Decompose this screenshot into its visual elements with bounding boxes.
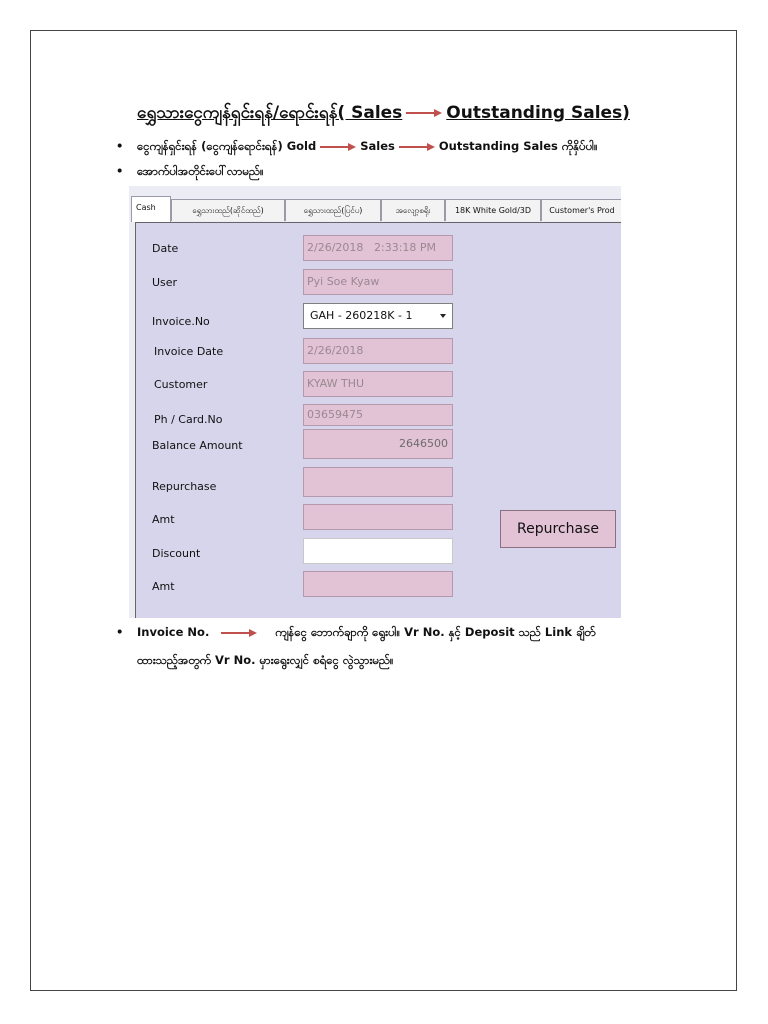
bullet-dot-icon: • (116, 139, 124, 153)
ph-card-label: Ph / Card.No (154, 413, 223, 426)
balance-label: Balance Amount (152, 439, 243, 452)
bullet-text: Sales (360, 139, 395, 153)
tab-cash[interactable]: Cash (131, 196, 171, 222)
repurchase-button[interactable]: Repurchase (500, 510, 616, 548)
invoice-date-label: Invoice Date (154, 345, 224, 358)
red-arrow-icon (406, 108, 442, 118)
bullet-text: Outstanding Sales ကိုနှိပ်ပါ။ (438, 139, 598, 153)
bullet-text-line2: ထားသည့်အတွက် Vr No. မှားရွေးလျှင် စရံငွေ လွဲသွားမည်။ (137, 653, 394, 667)
user-label: User (152, 276, 178, 289)
red-arrow-icon (399, 142, 435, 152)
heading-part1: ရွှေသားငွေကျန်ရှင်းရန်/ရောင်းရန်( Sales (137, 103, 403, 123)
red-arrow-icon (217, 628, 261, 638)
discount-field[interactable] (303, 538, 453, 564)
tab-white-gold[interactable]: 18K White Gold/3D (445, 199, 541, 221)
tab-gold-outside[interactable]: ရွှေသားထည်(ပြင်ပ) (285, 199, 381, 221)
ph-card-field: 03659475 (303, 404, 453, 426)
time-value: 2:33:18 PM (374, 241, 437, 254)
bullet-dot-icon: • (116, 164, 124, 178)
invoice-date-field: 2/26/2018 (303, 338, 453, 364)
amt-field[interactable] (303, 504, 453, 530)
bullet-text: ငွေကျန်ရှင်းရန် (ငွေကျန်ရောင်းရန်) Gold (137, 139, 317, 153)
red-arrow-icon (320, 142, 356, 152)
amt-field-2[interactable] (303, 571, 453, 597)
page-heading (137, 102, 630, 127)
bullet-text: အောက်ပါအတိုင်းပေါ်လာမည်။ (137, 164, 264, 178)
app-window (129, 186, 621, 618)
invoice-no-select[interactable] (303, 303, 453, 329)
balance-field: 2646500 (303, 429, 453, 459)
bullet-text: Invoice No. (137, 625, 210, 639)
discount-label: Discount (152, 547, 201, 560)
bullet-dot-icon: • (116, 625, 124, 639)
repurchase-label: Repurchase (152, 480, 217, 493)
user-field: Pyi Soe Kyaw (303, 269, 453, 295)
date-field (303, 235, 453, 261)
invoice-no-label: Invoice.No (152, 315, 210, 328)
heading-part2: Outstanding Sales) (446, 103, 630, 123)
chevron-down-icon[interactable] (440, 314, 446, 318)
tab-reduction[interactable]: အလျော့စရိုး (381, 199, 445, 221)
customer-field: KYAW THU (303, 371, 453, 397)
amt-label-2: Amt (152, 580, 175, 593)
invoice-no-value: GAH - 260218K - 1 (310, 309, 413, 322)
tab-customer-prod[interactable]: Customer's Prod (541, 199, 621, 221)
repurchase-field[interactable] (303, 467, 453, 497)
customer-label: Customer (154, 378, 208, 391)
amt-label: Amt (152, 513, 175, 526)
form-panel (135, 222, 621, 618)
date-label: Date (152, 242, 179, 255)
tab-gold-shop[interactable]: ရွှေသားထည်(ဆိုင်ထည်) (171, 199, 285, 221)
date-value: 2/26/2018 (307, 241, 364, 254)
bullet-text: ကျန်ငွေ ဘောက်ချာကို ရွေးပါ။ Vr No. နှင့် Deposit သည် Link ချိတ် (275, 625, 596, 639)
